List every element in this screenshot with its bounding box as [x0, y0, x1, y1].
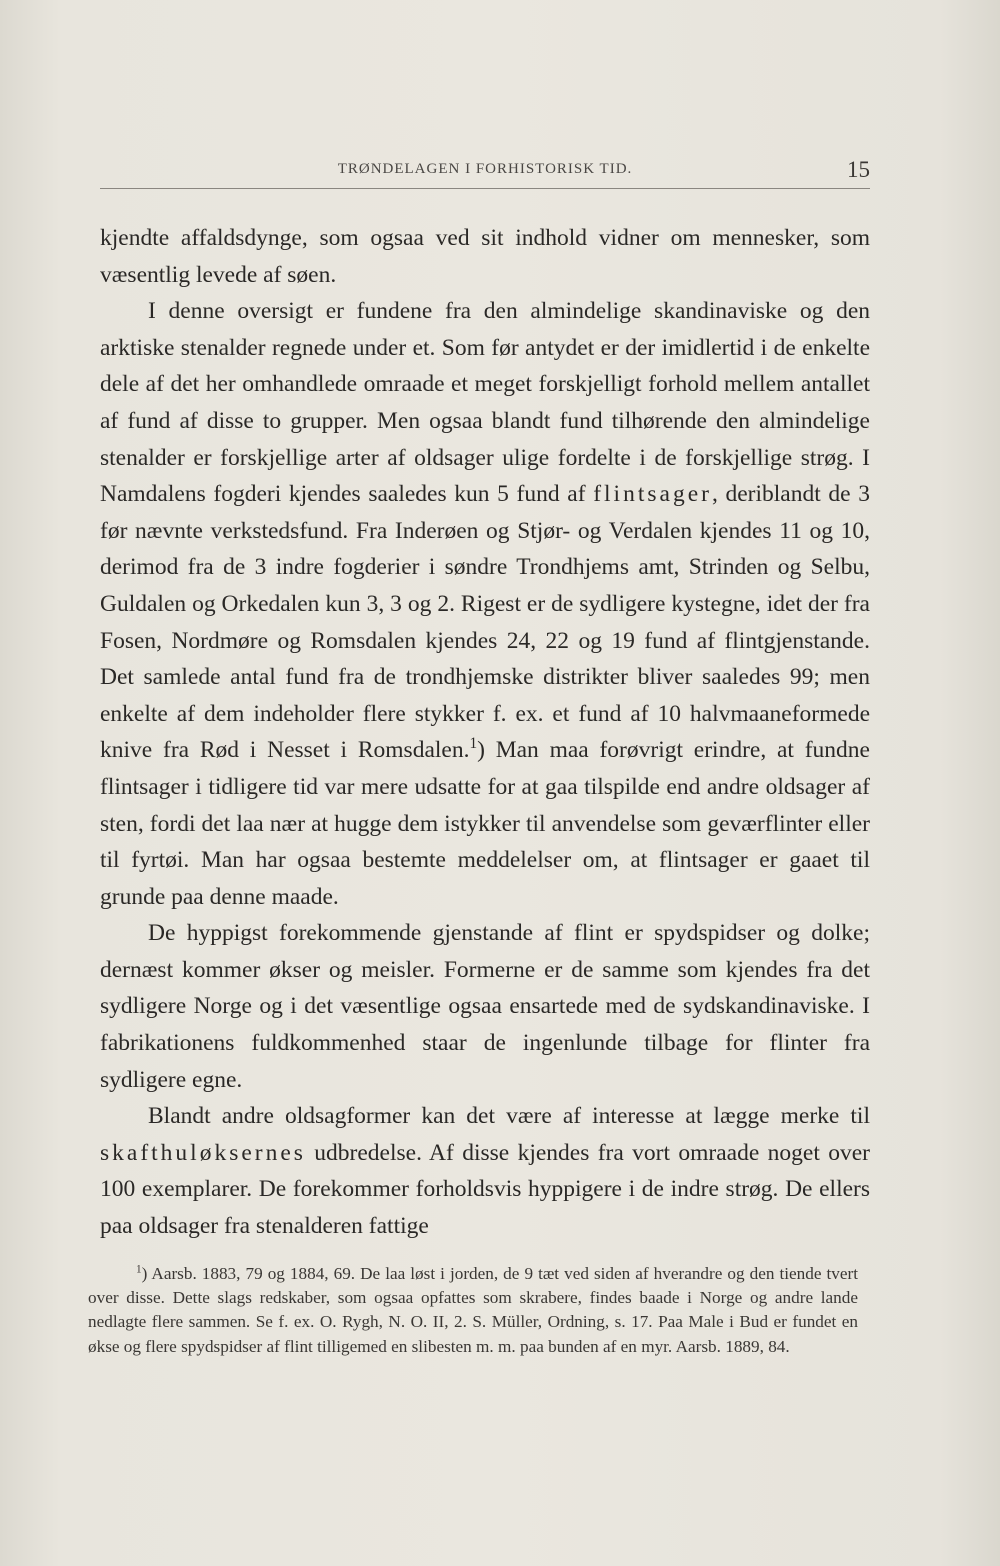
- header-rule: [100, 188, 870, 189]
- paragraph-1: [100, 220, 870, 293]
- footnote-marker: 1: [136, 1263, 142, 1276]
- running-title: TRØNDELAGEN I FORHISTORISK TID.: [337, 161, 633, 177]
- paragraph-2: [100, 293, 870, 915]
- paragraph-4: [100, 1098, 870, 1244]
- paragraph-2-text-c: ) Man maa forøvrigt erindre, at fundne flintsager i tidligere tid var mere udsatte for at gaa tilspilde end andre oldsager af sten, fordi det laa nær at hugge dem istykker til anvendelse som geværflinter eller til fyrtøi. Man har ogsaa bestemte meddelelser om, at flintsager er gaaet til grunde paa denne maade.: [100, 737, 870, 910]
- footnote-1-text: ) Aarsb. 1883, 79 og 1884, 69. De laa løst i jorden, de 9 tæt ved siden af hverandre og den tiende tvert over disse. Dette slags redskaber, som ogsaa opfattes som skrabere, findes baade i Norge og andre lande nedlagte flere sammen. Se f. ex. O. Rygh, N. O. II, 2. S. Müller, Ordning, s. 17. Paa Male i Bud er fundet en økse og flere spydspidser af flint tilligemed en slibesten m. m. paa bunden af en myr. Aarsb. 1889, 84.: [88, 1264, 858, 1356]
- spaced-word-flintsager: flintsager: [593, 481, 712, 508]
- paragraph-2-text-a: I denne oversigt er fundene fra den almindelige skandinaviske og den arktiske stenalder regnede under et. Som før antydet er der imidlertid i de enkelte dele af det her omhandlede omraade et meget forskjelligt forhold mellem antallet af fund af disse to grupper. Men ogsaa blandt fund tilhørende den almindelige stenalder er forskjellige arter af oldsager ulige fordelte i de forskjellige strøg. I Namdalens fogderi kjendes saaledes kun 5 fund af: [100, 298, 870, 508]
- footnote-1: [88, 1262, 858, 1359]
- main-text: [100, 220, 870, 1245]
- paragraph-3-text: De hyppigst forekommende gjenstande af flint er spydspidser og dolke; dernæst kommer økser og meisler. Formerne er de samme som kjendes fra det sydligere Norge og i det væsentlige ogsaa ensartede med de sydskandinaviske. I fabrikationens fuldkommenhed staar de ingenlunde tilbage for flinter fra sydligere egne.: [100, 920, 870, 1093]
- paragraph-4-text-b: udbredelse. Af disse kjendes fra vort omraade noget over 100 exemplarer. De forekommer forholdsvis hyppigere i de indre strøg. De ellers paa oldsager fra stenalderen fattige: [100, 1139, 870, 1240]
- paragraph-4-text-a: Blandt andre oldsagformer kan det være af interesse at lægge merke til: [148, 1103, 870, 1130]
- paragraph-1-text: kjendte affaldsdynge, som ogsaa ved sit indhold vidner om mennesker, som væsentlig levede af søen.: [100, 225, 870, 288]
- paragraph-3: [100, 915, 870, 1098]
- footnote-reference: 1: [469, 735, 478, 753]
- spaced-word-skafthuloksernes: skafthuløksernes: [100, 1139, 306, 1166]
- footnotes: [88, 1262, 858, 1359]
- page-number: 15: [847, 157, 870, 182]
- page-header: [100, 155, 870, 189]
- paragraph-2-text-b: , deriblandt de 3 før nævnte verkstedsfund. Fra Inderøen og Stjør- og Verdalen kjendes 11 og 10, derimod fra de 3 indre fogderier i søndre Trondhjems amt, Strinden og Selbu, Guldalen og Orkedalen kun 3, 3 og 2. Rigest er de sydligere kystegne, idet der fra Fosen, Nordmøre og Romsdalen kjendes 24, 22 og 19 fund af flintgjenstande. Det samlede antal fund fra de trondhjemske distrikter bliver saaledes 99; men enkelte af dem indeholder flere stykker f. ex. et fund af 10 halvmaaneformede knive fra Rød i Nesset i Romsdalen.: [100, 481, 870, 764]
